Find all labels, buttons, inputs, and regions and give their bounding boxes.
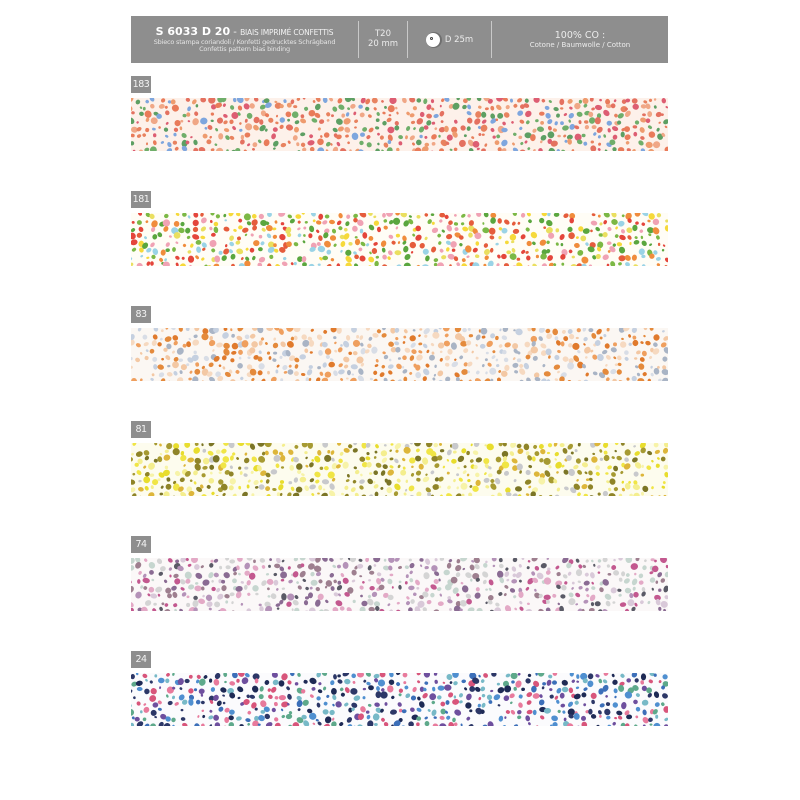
confetti-pattern	[131, 328, 668, 381]
confetti-pattern	[131, 213, 668, 266]
variant-label: 74	[131, 536, 151, 553]
fabric-block	[492, 16, 668, 63]
size-block	[359, 16, 407, 63]
confetti-pattern	[131, 558, 668, 611]
variant-label: 81	[131, 421, 151, 438]
variant-label: 183	[131, 76, 151, 93]
confetti-pattern	[131, 443, 668, 496]
variant-label: 181	[131, 191, 151, 208]
variant-ribbon-83[interactable]	[131, 328, 668, 381]
product-subtitle-translations: Sbieco stampa coriandoli / Konfetti gedrucktes Schrägband	[153, 37, 336, 46]
title-dash: -	[230, 27, 241, 39]
variant-ribbon-81[interactable]	[131, 443, 668, 496]
variant-label: 83	[131, 306, 151, 323]
confetti-pattern	[131, 98, 668, 151]
fabric-materials: Cotone / Baumwolle / Cotton	[529, 41, 631, 49]
product-name: BIAIS IMPRIMÉ CONFETTIS	[240, 28, 334, 38]
variant-ribbon-74[interactable]	[131, 558, 668, 611]
product-subtitle-english: Confettis pattern bias binding	[199, 44, 290, 53]
variant-ribbon-183[interactable]	[131, 98, 668, 151]
confetti-pattern	[131, 673, 668, 726]
product-title-block	[131, 16, 358, 63]
variant-ribbon-181[interactable]	[131, 213, 668, 266]
variant-label: 24	[131, 651, 151, 668]
variant-ribbon-24[interactable]	[131, 673, 668, 726]
roll-length: D 25m	[444, 34, 474, 45]
roll-icon	[426, 33, 440, 47]
product-code: S 6033 D 20	[155, 25, 231, 39]
size-width: 20 mm	[367, 38, 399, 49]
fabric-percentage: 100% CO :	[554, 29, 606, 41]
product-header	[131, 16, 668, 63]
roll-block	[408, 16, 491, 63]
size-code: T20	[374, 28, 391, 39]
